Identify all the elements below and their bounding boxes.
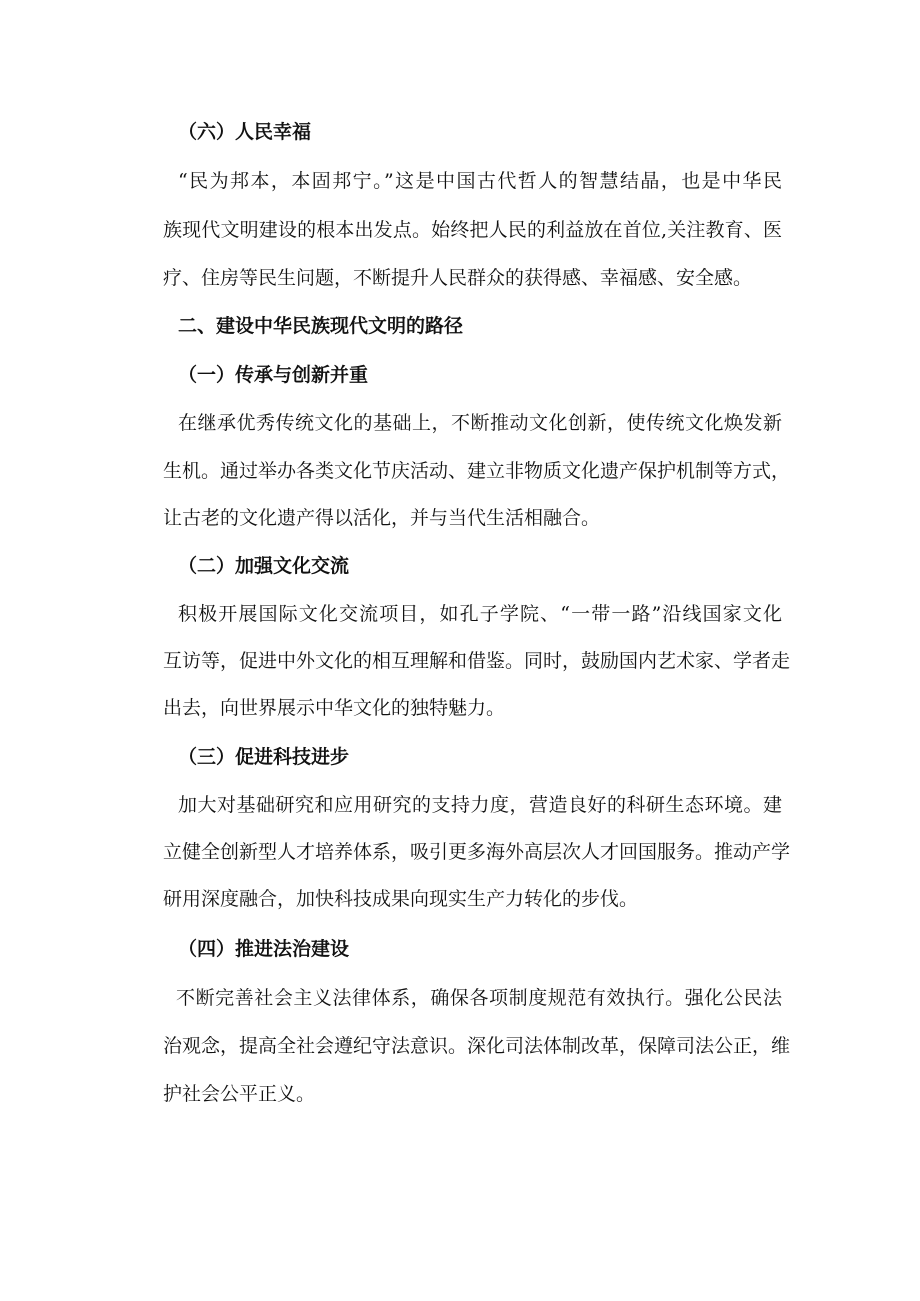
paragraph-line: 立健全创新型人才培养体系，吸引更多海外高层次人才回国服务。推动产学 bbox=[163, 841, 791, 863]
paragraph-line: 互访等，促进中外文化的相互理解和借鉴。同时，鼓励国内艺术家、学者走 bbox=[163, 650, 791, 672]
paragraph-line: 让古老的文化遗产得以活化，并与当代生活相融合。 bbox=[163, 507, 601, 529]
section-heading: （三）促进科技进步 bbox=[178, 746, 350, 768]
paragraph-line: 研用深度融合，加快科技成果向现实生产力转化的步伐。 bbox=[163, 888, 639, 910]
paragraph-line: 护社会公平正义。 bbox=[163, 1083, 316, 1105]
section-heading: （一）传承与创新并重 bbox=[178, 364, 369, 386]
section-heading: （四）推进法治建设 bbox=[178, 938, 350, 960]
section-heading: （二）加强文化交流 bbox=[178, 555, 350, 577]
paragraph-line: 疗、住房等民生问题，不断提升人民群众的获得感、幸福感、安全感。 bbox=[163, 267, 753, 289]
paragraph-line: 在继承优秀传统文化的基础上，不断推动文化创新，使传统文化焕发新 bbox=[178, 412, 782, 434]
paragraph-line: 生机。通过举办各类文化节庆活动、建立非物质文化遗产保护机制等方式， bbox=[163, 460, 791, 482]
section-heading: （六）人民幸福 bbox=[178, 121, 312, 143]
paragraph-line: 加大对基础研究和应用研究的支持力度，营造良好的科研生态环境。建 bbox=[178, 794, 782, 816]
paragraph-line: 出去，向世界展示中华文化的独特魅力。 bbox=[163, 697, 506, 719]
paragraph-line: 治观念，提高全社会遵纪守法意识。深化司法体制改革，保障司法公正，维 bbox=[163, 1035, 791, 1057]
paragraph-line: “民为邦本，本固邦宁。”这是中国古代哲人的智慧结晶，也是中华民 bbox=[178, 170, 782, 192]
paragraph-line: 不断完善社会主义法律体系，确保各项制度规范有效执行。强化公民法 bbox=[176, 987, 782, 1009]
paragraph-line: 族现代文明建设的根本出发点。始终把人民的利益放在首位,关注教育、医 bbox=[163, 219, 782, 241]
paragraph-line: 积极开展国际文化交流项目，如孔子学院、“一带一路”沿线国家文化 bbox=[178, 603, 782, 625]
chapter-heading: 二、建设中华民族现代文明的路径 bbox=[178, 315, 464, 337]
